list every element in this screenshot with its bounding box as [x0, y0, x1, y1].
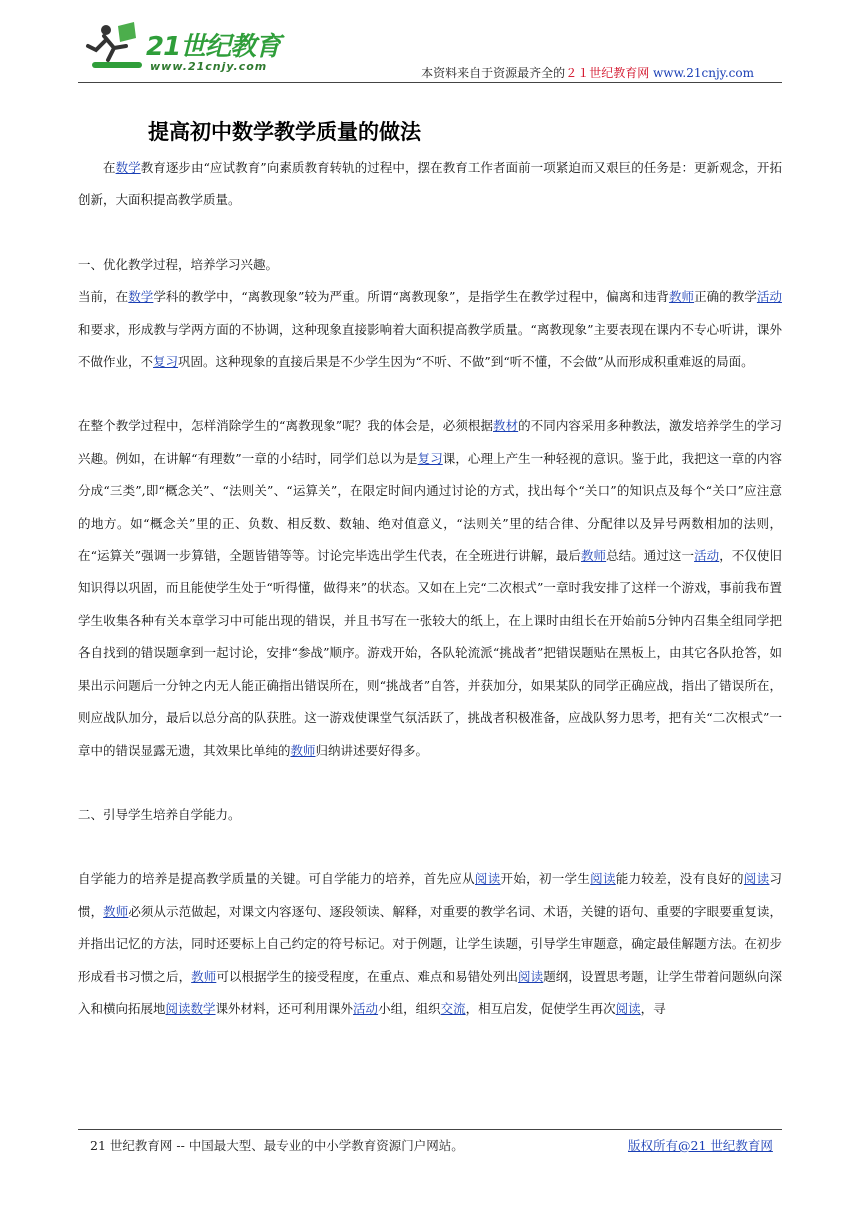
- text-run: 能力较差，没有良好的: [615, 871, 744, 887]
- keyword-link[interactable]: 阅读: [590, 871, 616, 887]
- paragraph-intro: [78, 152, 782, 217]
- text-run: 开始，初一学生: [500, 871, 591, 887]
- section-heading-1: [78, 249, 782, 281]
- text-run: 小组，组织: [378, 1000, 441, 1016]
- paragraph-off-teaching: [78, 281, 782, 378]
- text-run: 课，心理上产生一种轻视的意识。鉴于此，我把这一章的内容分成“三类”,即“概念关”、“法则关”、“运算关”，在限定时间内通过讨论的方式，找出每个“关口”的知识点及每个“关口”应注意的地方。如“概念关”里的正、负数、相反数、数轴、绝对值意义，“法则关”里的结合律、分配律以及异号两数相加的法则，在“运算关”强调一步算错，全题皆错等等。讨论完毕选出学生代表，在全班进行讲解，最后: [78, 450, 782, 564]
- keyword-link[interactable]: 教师: [103, 903, 129, 919]
- footer-text: 21 世纪教育网 -- 中国最大型、最专业的中小学教育资源门户网站。: [90, 1138, 464, 1153]
- text-run: 在整个教学过程中，怎样消除学生的“离教现象”呢？我的体会是，必须根据: [78, 418, 494, 434]
- text-run: ，不仅使旧知识得以巩固，而且能使学生处于“听得懂，做得来”的状态。又如在上完“二次根式”一章时我安排了这样一个游戏，事前我布置学生收集各种有关本章学习中可能出现的错误，并且书写在一张较大的纸上，在上课时由组长在开始前5分钟内召集全组同学把各自找到的错误题拿到一起讨论，安排“参战”顺序。游戏开始，各队轮流派“挑战者”把错误题贴在黑板上，由其它各队抢答，如果出示问题后一分钟之内无人能正确指出错误所在，则“挑战者”自答，并获加分，如果某队的同学正确应战，指出了错误所在，则应战队加分，最后以总分高的队获胜。这一游戏使课堂气氛活跃了，挑战者积极准备，应战队努力思考，把有关“二次根式”一章中的错误显露无遗，其效果比单纯的: [78, 548, 782, 758]
- text-run: 可以根据学生的接受程度，在重点、难点和易错处列出: [216, 968, 519, 984]
- keyword-link[interactable]: 活动: [353, 1000, 379, 1016]
- section-heading-2: [78, 799, 782, 831]
- keyword-link[interactable]: 阅读数学: [165, 1000, 216, 1016]
- footer-copyright-link[interactable]: 版权所有@21 世纪教育网: [628, 1138, 773, 1153]
- text-run: 教育逐步由“应试教育”向素质教育转轨的过程中，摆在教育工作者面前一项紧迫而又艰巨的任务是：更新观念，开拓创新，大面积提高教学质量。: [78, 160, 782, 208]
- keyword-link[interactable]: 教师: [668, 289, 695, 305]
- header-note-prefix: 本资料来自于资源最齐全的: [421, 66, 566, 80]
- keyword-link[interactable]: 教材: [493, 418, 519, 434]
- document-title: 提高初中数学教学质量的做法: [148, 120, 421, 144]
- runner-logo-icon: [84, 20, 148, 80]
- text-run: 必须从示范做起，对课文内容逐句、逐段领读、解释，对重要的教学名词、术语，关键的语句、重要的字眼要重复读，并指出记忆的方法，同时还要标上自己约定的符号标记。对于例题，让学生读题，引导学生审题意，确定最佳解题方法。在初步形成看书习惯之后，: [78, 903, 782, 984]
- text-run: 总结。通过这一: [606, 548, 695, 564]
- text-run: 自学能力的培养是提高教学质量的关键。可自学能力的培养，首先应从: [78, 871, 475, 887]
- keyword-link[interactable]: 教师: [290, 742, 316, 758]
- paragraph-interest: [78, 410, 782, 766]
- text-run: 巩固。这种现象的直接后果是不少学生因为“不听、不做”到“听不懂，不会做”从而形成积重难返的局面。: [178, 354, 754, 370]
- logo: [84, 20, 294, 80]
- logo-url: www.21cnjy.com: [150, 60, 268, 73]
- keyword-link[interactable]: 活动: [694, 548, 720, 564]
- keyword-link[interactable]: 交流: [440, 1000, 466, 1016]
- header-divider: [78, 82, 782, 83]
- footer-divider: [78, 1129, 782, 1130]
- keyword-link[interactable]: 阅读: [615, 1000, 641, 1016]
- keyword-link[interactable]: 教师: [580, 548, 607, 564]
- keyword-link[interactable]: 复习: [417, 450, 443, 466]
- keyword-link[interactable]: 复习: [153, 354, 179, 370]
- header-note-site: ２１世纪教育网: [565, 66, 650, 80]
- text-run: 课外材料，还可利用课外: [215, 1000, 354, 1016]
- page-header: [78, 20, 782, 82]
- text-run: 二、引导学生培养自学能力。: [78, 806, 241, 822]
- keyword-link[interactable]: 阅读: [518, 968, 544, 984]
- keyword-link[interactable]: 教师: [191, 968, 217, 984]
- logo-brand: 21世纪教育: [146, 32, 281, 62]
- text-run: 的不同内容采用多种教法，激发培养学生的学习兴趣。例如，在讲解“有理数”一章的小结时，同学们总以为是: [78, 418, 782, 466]
- text-run: 在: [103, 160, 116, 175]
- text-run: 题纲，设置思考题，让学生带着问题纵向深入和横向拓展地: [78, 968, 782, 1016]
- text-run: 当前，在: [78, 289, 129, 305]
- text-run: ，寻: [640, 1000, 666, 1016]
- keyword-link[interactable]: 阅读: [743, 871, 770, 887]
- keyword-link[interactable]: 阅读: [474, 871, 501, 887]
- header-note-url[interactable]: www.21cnjy.com: [653, 66, 754, 80]
- text-run: 学科的教学中，“离教现象”较为严重。所谓“离教现象”，是指学生在教学过程中，偏离和违背: [153, 289, 669, 305]
- text-run: 归纳讲述要好得多。: [315, 742, 429, 758]
- paragraph-self-study: [78, 863, 782, 1025]
- keyword-link[interactable]: 活动: [756, 289, 782, 305]
- text-run: ，相互启发，促使学生再次: [465, 1000, 616, 1016]
- header-note: [421, 64, 754, 81]
- keyword-link[interactable]: 数学: [128, 289, 154, 305]
- text-run: 习惯，: [78, 871, 782, 919]
- text-run: 一、优化教学过程，培养学习兴趣。: [78, 256, 279, 272]
- text-run: 和要求，形成教与学两方面的不协调，这种现象直接影响着大面积提高教学质量。“离教现象”主要表现在课内不专心听讲，课外不做作业，不: [78, 321, 782, 370]
- document-body: [78, 152, 782, 1025]
- text-run: 正确的教学: [694, 289, 757, 305]
- keyword-link[interactable]: 数学: [115, 160, 141, 175]
